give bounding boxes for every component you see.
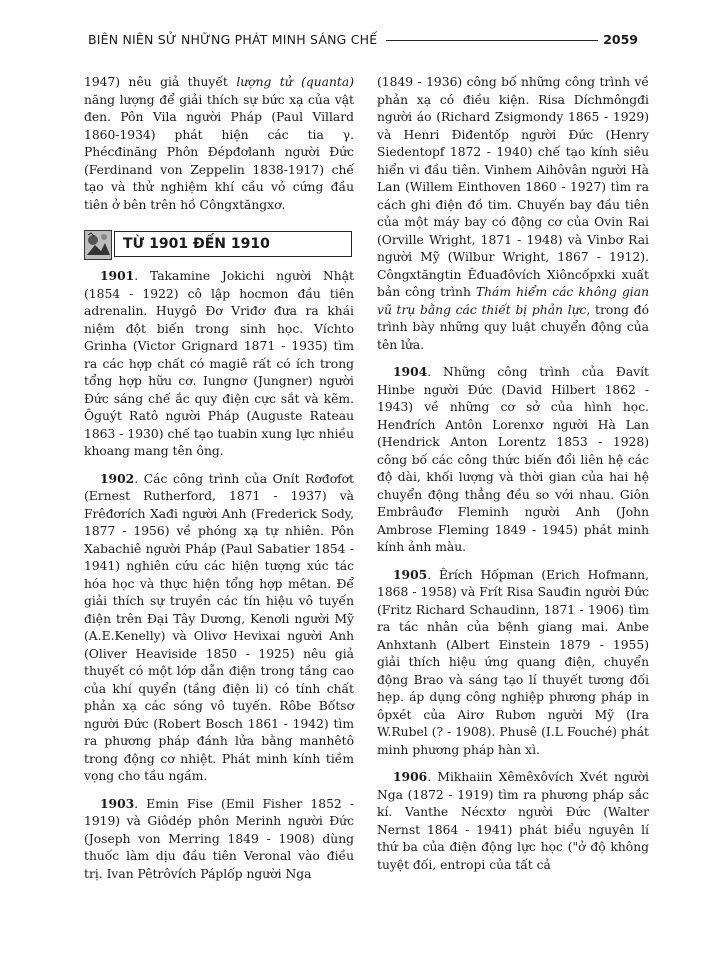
year-1903: 1903 — [100, 795, 135, 811]
right-column — [377, 74, 649, 874]
year-1906: 1906 — [393, 769, 428, 784]
entry-1902: 1902. Các công trình của Ơnít Rơđơfơt (Ernest Rutherford, 1871 - 1937) và Frêđơrích Xađi người Anh (Frederick Sody, 1877 - 1956) về phóng xạ tự nhiên. Pôn Xabachiê người Pháp (Paul Sabatier 1854 - 1941) nghiên cứu các hiện tượng xúc tác hóa học và thực hiện tổng hợp mêtan. Để giải thích sự truyền các tín hiệu vô tuyến điện trên Đại Tây Dương, Kenơli người Mỹ (A.E.Kenelly) và Olivơ Hevixai người Anh (Oliver Heaviside 1850 - 1925) nêu giả thuyết có một lớp dẫn điện trong tầng cao của khí quyển (tầng điện li) có tính chất phản xạ các sóng vô tuyến. Rôbe Bốtsơ người Đức (Robert Bosch 1861 - 1942) tìm ra phương pháp đánh lửa bằng manhêtô trong động cơ nhiệt. Phát minh kính tiềm vọng cho tầu ngầm. — [84, 470, 354, 783]
quanta-term: lượng tử (quanta) — [236, 75, 354, 89]
header-rule — [386, 40, 598, 41]
year-1901: 1901 — [100, 268, 135, 283]
intro-paragraph: 1947) nêu giả thuyết lượng tử (quanta) năng lượng để giải thích sự bức xạ của vật đen. Pôn Vila người Pháp (Paul Villard 1860-1934) phát hiện các tia γ. Phécđinăng Phôn Đépđơlanh người Đức (Ferdinand von Zeppelin 1838-1917) chế tạo và thử nghiệm khí cầu vỏ cứng đầu tiên ở bên trên hồ Côngxtăngxơ. — [84, 75, 354, 212]
year-1904: 1904 — [393, 364, 428, 379]
running-title: BIÊN NIÊN SỬ NHỮNG PHÁT MINH SÁNG CHẾ — [88, 32, 378, 47]
left-column — [84, 74, 354, 883]
entry-1903: 1903. Emin Fise (Emil Fisher 1852 - 1919) và Giôdép phôn Merinh người Đức (Joseph von Merring 1849 - 1908) dùng thuốc làm dịu đầu tiên Veronal vào điều trị. Ivan Pêtrôvích Páplốp người Nga — [84, 795, 354, 881]
entry-1904: 1904. Những công trình của Đavít Hinbe người Đức (David Hilbert 1862 - 1943) về những cơ sở của hình học. Henđrích Antôn Lorenxơ người Hà Lan (Hendrick Anton Lorentz 1853 - 1928) công bố các công thức biến đổi liên hệ các độ dài, khối lượng và thời gian của hai hệ chuyển động thẳng đều so với nhau. Giôn Embrâuđơ Fleminh người Anh (John Ambrose Fleming 1849 - 1945) phát minh kính ảnh màu. — [377, 364, 649, 554]
entry-1905: 1905. Êrích Hốpman (Erich Hofmann, 1868 - 1958) và Frít Risa Sauđin người Đức (Fritz Richard Schaudinn, 1871 - 1906) tìm ra tác nhân của bệnh giang mai. Anbe Anhxtanh (Albert Einstein 1879 - 1955) giải thích hiệu ứng quang điện, chuyển động Brao và sáng tạo lí thuyết tương đối hẹp. áp dụng công nghiệp phương pháp in ôpxét của Airơ Rubơn người Mỹ (Ira W.Rubel (? - 1908). Phusê (I.L Fouché) phát minh phương pháp hàn xì. — [377, 566, 649, 757]
entry-1903-continued: (1849 - 1936) công bố những công trình về phản xạ có điều kiện. Risa Díchmôngđi người áo (Richard Zsigmondy 1865 - 1929) và Henri Điđentốp người Đức (Henry Siedentopf 1872 - 1940) chế tạo kính siêu hiển vi đầu tiên. Vinhem Aihôvân người Hà Lan (Willem Einthoven 1860 - 1927) tìm ra cách ghi điện đồ tim. Chuyến bay đầu tiên của một máy bay có động cơ của Ovin Rai (Orville Wright, 1871 - 1948) và Vinbơ Rai người Mỹ (Wilbur Wright, 1867 - 1912). Côngxtăngtin Êđuađôvích Xiôncốpxki xuất bản công trình Thám hiểm các không gian vũ trụ bằng các thiết bị phản lực, trong đó trình bày những quy luật chuyển động của tên lửa. — [377, 75, 649, 352]
section-title-box — [114, 231, 352, 257]
section-title: TỪ 1901 ĐẾN 1910 — [123, 236, 270, 252]
entry-1901: 1901. Takamine Jokichi người Nhật (1854 - 1922) cô lập hocmon đầu tiên adrenalin. Huygô Đơ Vriđơ đưa ra khái niệm đột biến trong sinh học. Víchto Grinha (Victor Grignard 1871 - 1935) tìm ra các hợp chất có magiê rất có ích trong tổng hợp hữu cơ. Iungnơ (Jungner) người Đức sáng chế ắc quy điện cực sắt và kẽm. Ôguýt Ratô người Pháp (Auguste Rateau 1863 - 1930) chế tạo tuabin xung lực nhiều khoang mang tên ông. — [84, 268, 354, 458]
section-heading — [84, 230, 354, 260]
year-1905: 1905 — [393, 566, 428, 582]
page-number: 2059 — [603, 32, 638, 47]
entry-1906: 1906. Mikhaiin Xêmêxôvích Xvét người Nga (1872 - 1919) tìm ra phương pháp sắc kí. Vanthe Nécxtơ người Đức (Walter Nernst 1864 - 1941) phát biểu nguyên lí thứ ba của điện động lực học ("ở độ không tuyệt đối, entropi của tất cả — [377, 769, 649, 872]
book-title: Thám hiểm các không gian vũ trụ bằng các thiết bị phản lực — [377, 285, 649, 317]
decorative-vignette-icon — [84, 230, 112, 260]
year-1902: 1902 — [100, 470, 135, 486]
page-header — [88, 32, 638, 56]
